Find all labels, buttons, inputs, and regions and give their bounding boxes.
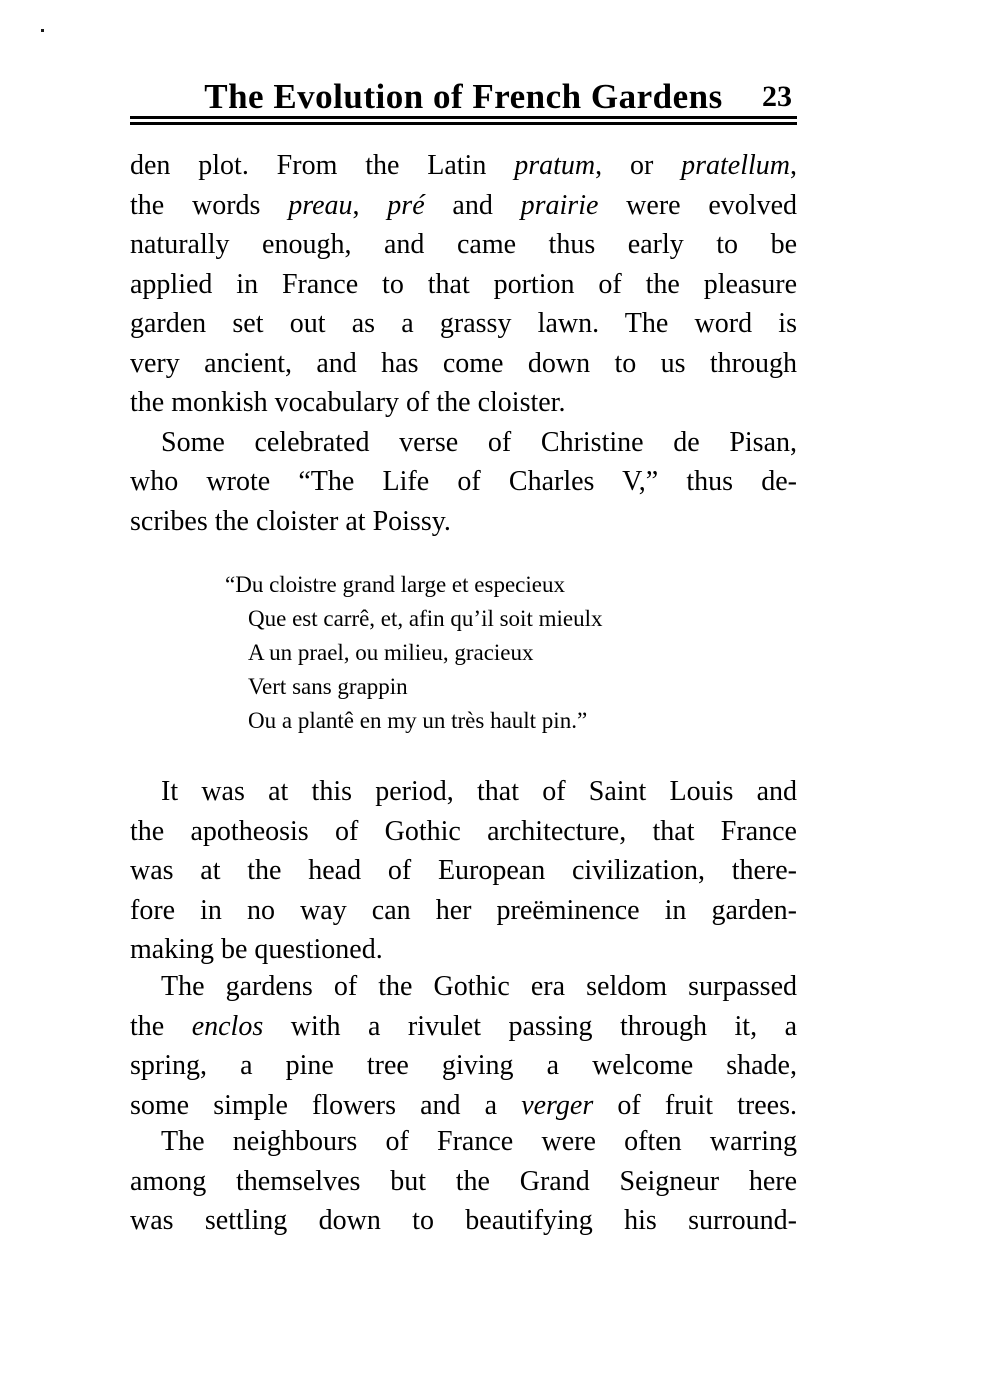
running-header-title: The Evolution of French Gardens <box>204 77 723 116</box>
text-segment: , <box>790 150 797 181</box>
page-number: 23 <box>762 80 792 113</box>
text-line <box>130 502 797 542</box>
text-segment: very ancient, and has come down to us through <box>130 347 797 379</box>
italic-text-segment: pratellum <box>681 150 790 181</box>
paragraph-block-4 <box>130 1122 797 1241</box>
text-segment: who wrote “The Life of Charles V,” thus de- <box>130 466 797 497</box>
italic-text-segment: enclos <box>191 1010 264 1042</box>
text-line <box>130 423 797 463</box>
text-line <box>130 186 797 226</box>
text-segment: making be questioned. <box>130 934 383 965</box>
text-line <box>130 812 797 852</box>
header-double-rule <box>130 116 797 125</box>
text-line <box>130 1046 797 1086</box>
text-segment: applied in France to that portion of the pleasure <box>130 268 797 300</box>
text-line <box>130 967 797 1007</box>
text-segment: with a rivulet passing through it, a <box>263 1010 797 1042</box>
italic-text-segment: preau <box>288 189 353 221</box>
text-segment: The neighbours of France were often warring <box>161 1126 797 1157</box>
text-line <box>130 1122 797 1162</box>
text-segment: garden set out as a grassy lawn. The word is <box>130 308 797 339</box>
text-segment: Vert sans grappin <box>248 674 408 699</box>
text-line <box>130 344 797 384</box>
text-line <box>225 568 785 602</box>
text-segment: The gardens of the Gothic era seldom surpassed <box>161 971 797 1002</box>
scan-speck <box>41 29 44 32</box>
italic-text-segment: verger <box>521 1089 594 1121</box>
text-segment: the words <box>130 189 289 221</box>
text-line <box>130 891 797 931</box>
text-segment: of fruit trees. <box>593 1089 797 1121</box>
text-segment: the <box>130 1010 192 1042</box>
text-line <box>225 602 785 636</box>
text-segment: and <box>424 189 521 221</box>
paragraph-block-3 <box>130 967 797 1125</box>
verse-quotation-block <box>225 568 785 738</box>
italic-text-segment: prairie <box>520 189 599 221</box>
text-line <box>130 1086 797 1126</box>
text-segment: , <box>352 189 388 221</box>
text-segment: were evolved <box>598 189 797 221</box>
text-line <box>130 1162 797 1202</box>
text-segment: among themselves but the Grand Seigneur here <box>130 1165 797 1197</box>
text-segment: Some celebrated verse of Christine de Pisan, <box>161 426 797 458</box>
text-line <box>225 636 785 670</box>
text-line <box>130 225 797 265</box>
text-segment: Que est carrê, et, afin qu’il soit mieulx <box>248 606 603 631</box>
text-segment: A un prael, ou milieu, gracieux <box>248 640 534 665</box>
text-line <box>130 930 797 970</box>
text-line <box>130 1007 797 1047</box>
text-segment: den plot. From the Latin <box>130 150 515 181</box>
text-segment: Ou a plantê en my un très hault pin.” <box>248 708 588 733</box>
text-line <box>130 462 797 502</box>
text-segment: was at the head of European civilization, there- <box>130 855 797 886</box>
text-line <box>130 265 797 305</box>
text-segment: “Du cloistre grand large et especieux <box>225 572 565 597</box>
text-line <box>225 704 785 738</box>
paragraph-block-2 <box>130 772 797 970</box>
text-segment: some simple flowers and a <box>130 1089 522 1121</box>
text-segment: scribes the cloister at Poissy. <box>130 505 451 537</box>
text-line <box>130 146 797 186</box>
text-segment: , or <box>595 150 682 181</box>
paragraph-block-1 <box>130 146 797 541</box>
text-segment: was settling down to beautifying his surround- <box>130 1205 797 1236</box>
text-segment: It was at this period, that of Saint Louis and <box>161 776 797 807</box>
text-segment: spring, a pine tree giving a welcome shade, <box>130 1050 797 1081</box>
italic-text-segment: pré <box>387 189 425 221</box>
text-segment: fore in no way can her preëminence in garden- <box>130 894 797 926</box>
text-line <box>130 1201 797 1241</box>
text-segment: naturally enough, and came thus early to be <box>130 229 797 260</box>
text-line <box>130 772 797 812</box>
text-line <box>130 304 797 344</box>
italic-text-segment: pratum <box>514 150 596 181</box>
text-segment: the monkish vocabulary of the cloister. <box>130 387 566 418</box>
text-line <box>130 851 797 891</box>
text-line <box>130 383 797 423</box>
text-line <box>225 670 785 704</box>
text-segment: the apotheosis of Gothic architecture, that France <box>130 815 797 847</box>
